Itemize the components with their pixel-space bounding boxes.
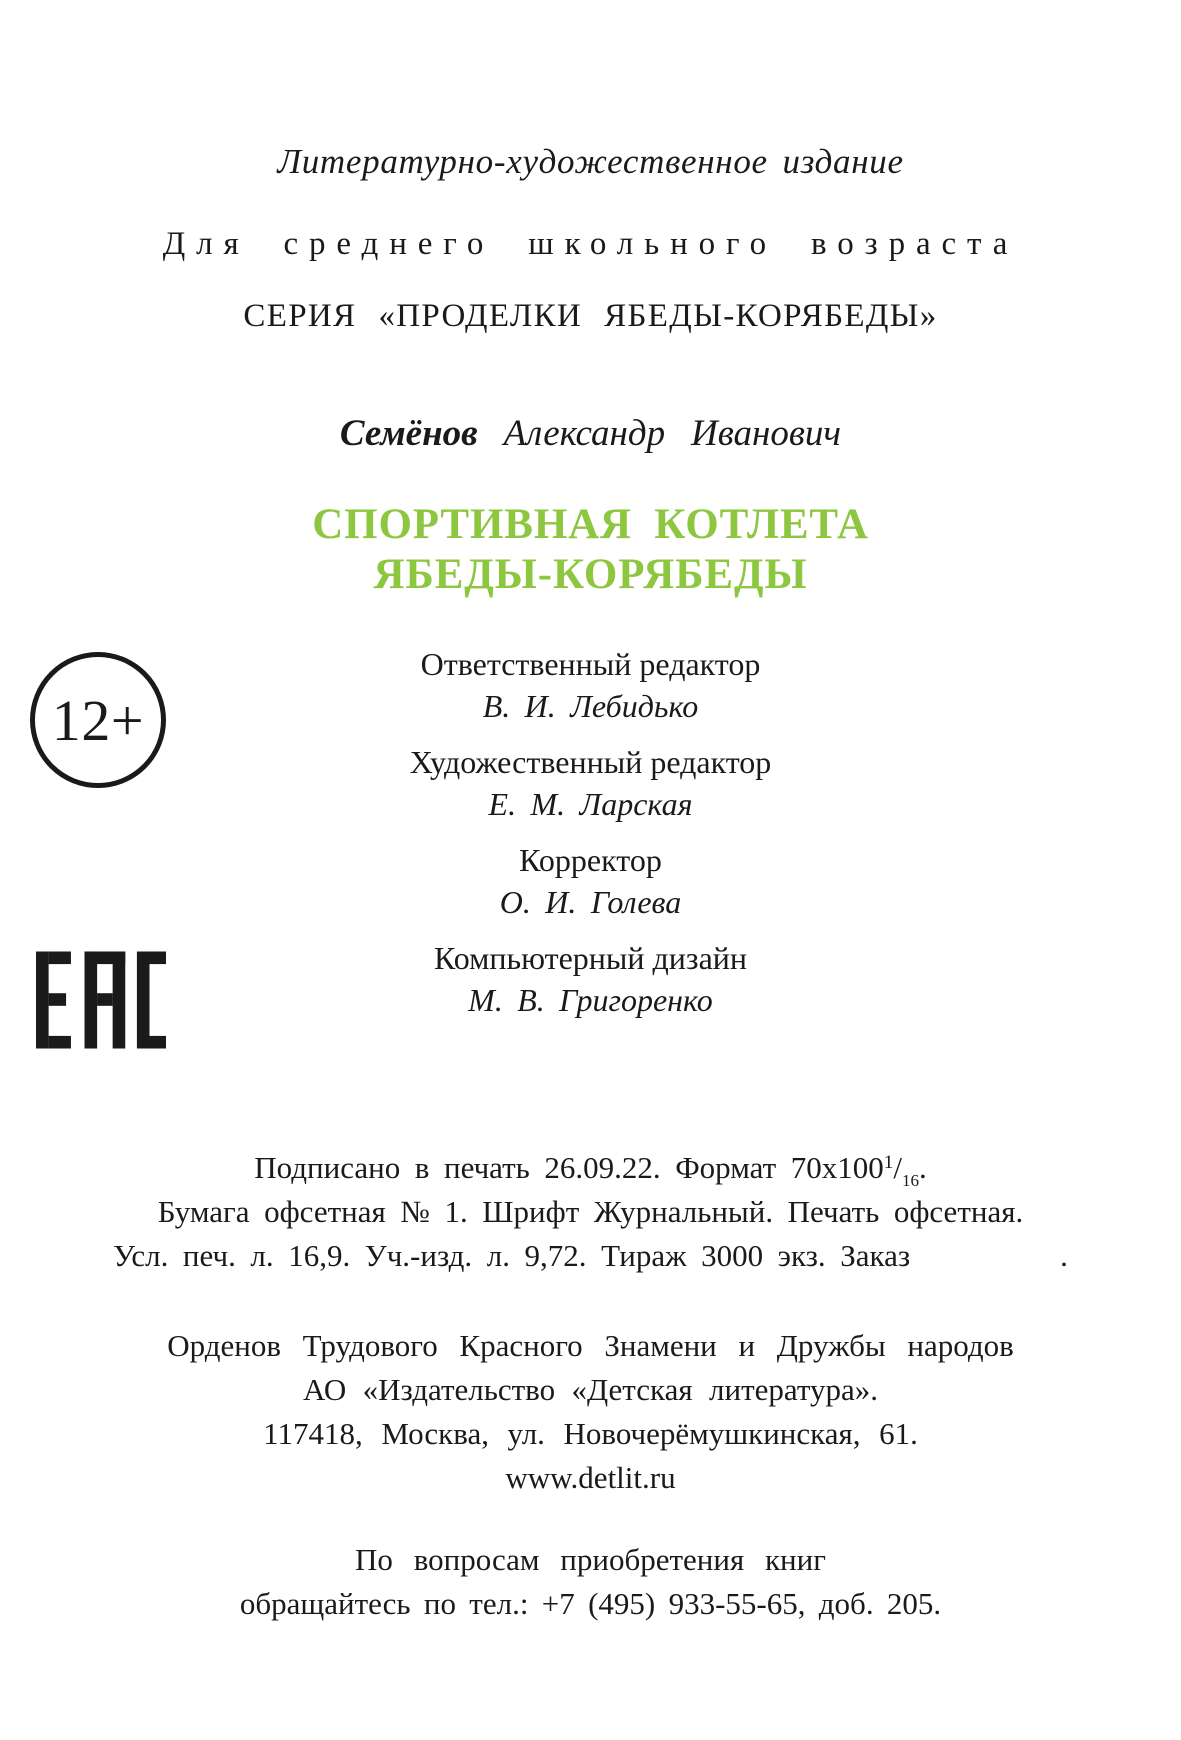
staff-block-computer-design xyxy=(0,937,1181,1021)
book-title-line2: ЯБЕДЫ-КОРЯБЕДЫ xyxy=(373,551,808,598)
audience-line: Для среднего школьного возраста xyxy=(162,226,1019,262)
format-subscript: 16 xyxy=(901,1171,919,1190)
staff-role: Корректор xyxy=(519,842,662,878)
staff-list xyxy=(0,643,1181,1021)
author-line xyxy=(0,410,1181,458)
series-line: СЕРИЯ «ПРОДЕЛКИ ЯБЕДЫ-КОРЯБЕДЫ» xyxy=(243,298,938,334)
author-surname: Семёнов xyxy=(339,413,478,454)
format-slash: / xyxy=(893,1150,902,1185)
edition-type-line: Литературно-художественное издание xyxy=(277,142,904,181)
staff-block-proofreader xyxy=(0,839,1181,923)
print-info-block xyxy=(0,1146,1181,1278)
staff-name: Е. М. Ларская xyxy=(488,786,693,822)
publisher-honors-line: Орденов Трудового Красного Знамени и Дружбы народов xyxy=(167,1328,1014,1363)
author-given-names: Александр Иванович xyxy=(503,413,842,454)
format-superscript: 1 xyxy=(883,1152,894,1173)
publisher-website: www.detlit.ru xyxy=(505,1460,676,1495)
book-title xyxy=(0,500,1181,600)
publisher-name-line: АО «Издательство «Детская литература». xyxy=(302,1372,879,1407)
book-title-line1: СПОРТИВНАЯ КОТЛЕТА xyxy=(312,501,869,548)
staff-role: Художественный редактор xyxy=(409,744,772,780)
age-rating-badge xyxy=(30,652,166,788)
print-info-line1: Подписано в печать 26.09.22. Формат $70x100^1/_{16}$. xyxy=(254,1150,927,1190)
staff-role: Ответственный редактор xyxy=(420,646,761,682)
contact-line1: По вопросам приобретения книг xyxy=(355,1542,826,1577)
contact-block xyxy=(0,1538,1181,1626)
publisher-address-line: 117418, Москва, ул. Новочерёмушкинская, 61. xyxy=(263,1416,918,1451)
eac-conformity-icon xyxy=(36,950,166,1050)
staff-block-art-editor xyxy=(0,741,1181,825)
publisher-block xyxy=(0,1324,1181,1500)
print-info-line2: Бумага офсетная № 1. Шрифт Журнальный. Печать офсетная. xyxy=(157,1194,1024,1229)
staff-name: О. И. Голева xyxy=(499,884,682,920)
contact-phone-line: обращайтесь по тел.: +7 (495) 933-55-65, доб. 205. xyxy=(239,1586,942,1621)
staff-name: М. В. Григоренко xyxy=(468,982,713,1018)
staff-name: В. И. Лебидько xyxy=(482,688,699,724)
staff-block-responsible-editor xyxy=(0,643,1181,727)
print-info-line3: Усл. печ. л. 16,9. Уч.-изд. л. 9,72. Тираж 3000 экз. Заказ . xyxy=(113,1238,1068,1273)
age-rating-label: 12+ xyxy=(51,687,145,753)
staff-role: Компьютерный дизайн xyxy=(433,940,748,976)
